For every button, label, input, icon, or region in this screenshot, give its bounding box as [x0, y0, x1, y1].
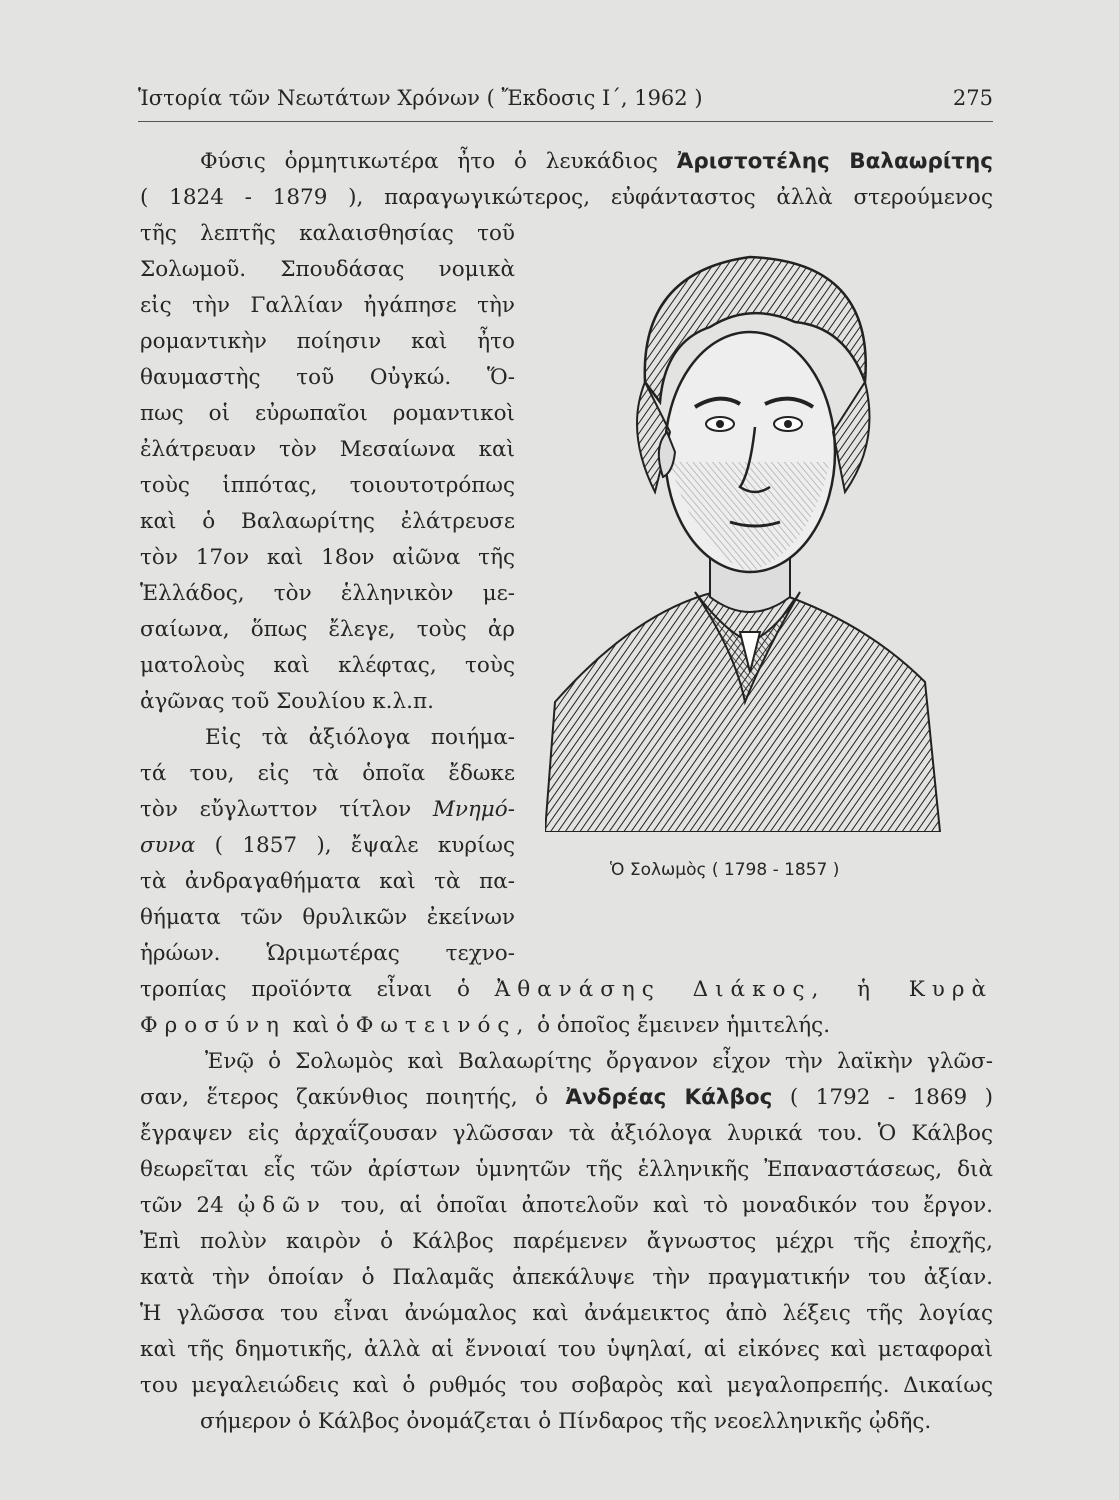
text-line: σήμερον ὁ Κάλβος ὀνομάζεται ὁ Πίνδαρος τῆς νεοελληνικῆς ᾠδῆς. [200, 1409, 932, 1434]
text-line: τροπίας προϊόντα εἶναι ὁ Ἀθανάσης Διάκος, ἡ Κυρὰ [140, 977, 993, 1002]
text-line: του μεγαλειώδεις καὶ ὁ ρυθμός του σοβαρὸς καὶ μεγαλοπρεπής. Δικαίως [140, 1373, 993, 1398]
text-line: Ἐπὶ πολὺν καιρὸν ὁ Κάλβος παρέμενεν ἄγνωστος μέχρι τῆς ἐποχῆς, [140, 1229, 993, 1254]
header-rule [138, 121, 993, 122]
text-line: ἐλάτρευαν τὸν Μεσαίωνα καὶ [140, 437, 515, 462]
text-line: τοὺς ἱππότας, τοιουτοτρόπως [140, 473, 515, 498]
running-header [138, 86, 993, 116]
text-line: σαίωνα, ὅπως ἔλεγε, τοὺς ἀρ [140, 617, 515, 642]
text-line: τὰ ἀνδραγαθήματα καὶ τὰ πα- [140, 869, 515, 894]
text-line: θήματα τῶν θρυλικῶν ἐκείνων [140, 905, 515, 930]
text-line: θεωρεῖται εἷς τῶν ἀρίστων ὑμνητῶν τῆς ἑλληνικῆς Ἐπαναστάσεως, διὰ [140, 1157, 993, 1182]
text-line: καὶ ὁ Βαλαωρίτης ἐλάτρευσε [140, 509, 515, 534]
text-line: Εἰς τὰ ἀξιόλογα ποιήμα- [205, 725, 515, 750]
text-line: τῆς λεπτῆς καλαισθησίας τοῦ [140, 221, 515, 246]
text-line: Φύσις ὁρμητικωτέρα ἦτο ὁ λευκάδιος Ἀριστοτέλης Βαλαωρίτης [200, 149, 993, 174]
text-line: ἔγραψεν εἰς ἀρχαΐζουσαν γλῶσσαν τὰ ἀξιόλογα λυρικά του. Ὁ Κάλβος [140, 1121, 993, 1146]
text-line: εἰς τὴν Γαλλίαν ἠγάπησε τὴν [140, 293, 515, 318]
text-line: Ἑλλάδος, τὸν ἑλληνικὸν με- [140, 581, 515, 606]
text-line: Φροσύνη καὶ ὁ Φωτεινός, ὁ ὁποῖος ἔμεινεν ἡμιτελής. [140, 1013, 831, 1038]
text-line: θαυμαστὴς τοῦ Οὐγκώ. Ὅ- [140, 365, 515, 390]
text-line: τῶν 24 ᾠδῶν του, αἱ ὁποῖαι ἀποτελοῦν καὶ τὸ μοναδικόν του ἔργον. [140, 1193, 993, 1218]
text-line: ἀγῶνας τοῦ Σουλίου κ.λ.π. [140, 689, 434, 714]
text-line: σαν, ἕτερος ζακύνθιος ποιητής, ὁ Ἀνδρέας Κάλβος ( 1792 - 1869 ) [140, 1085, 993, 1110]
text-line: πως οἱ εὐρωπαῖοι ρομαντικοὶ [140, 401, 515, 426]
text-line: Σολωμοῦ. Σπουδάσας νομικὰ [140, 257, 515, 282]
text-line: τά του, εἰς τὰ ὁποῖα ἔδωκε [140, 761, 515, 786]
text-line: τὸν εὔγλωττον τίτλον Μνημό- [140, 797, 515, 822]
text-line: καὶ τῆς δημοτικῆς, ἀλλὰ αἱ ἔννοιαί του ὑψηλαί, αἱ εἰκόνες καὶ μεταφοραὶ [140, 1337, 993, 1362]
text-line: Ἐνῷ ὁ Σολωμὸς καὶ Βαλαωρίτης ὄργανον εἶχον τὴν λαϊκὴν γλῶσ- [205, 1049, 993, 1074]
figure-caption: Ὁ Σολωμὸς ( 1798 - 1857 ) [610, 860, 840, 880]
text-line: τὸν 17ον καὶ 18ον αἰῶνα τῆς [140, 545, 515, 570]
text-line: Ἡ γλῶσσα του εἶναι ἀνώμαλος καὶ ἀνάμεικτος ἀπὸ λέξεις τῆς λογίας [140, 1301, 993, 1326]
text-line: ἡρώων. Ὡριμωτέρας τεχνο- [140, 941, 515, 966]
text-line: ρομαντικὴν ποίησιν καὶ ἦτο [140, 329, 515, 354]
text-line: ( 1824 - 1879 ), παραγωγικώτερος, εὐφάνταστος ἀλλὰ στερούμενος [140, 185, 993, 210]
text-line: κατὰ τὴν ὁποίαν ὁ Παλαμᾶς ἀπεκάλυψε τὴν πραγματικήν του ἀξίαν. [140, 1265, 993, 1290]
text-line: ματολοὺς καὶ κλέφτας, τοὺς [140, 653, 515, 678]
header-title: Ἱστορία τῶν Νεωτάτων Χρόνων ( Ἔκδοσις Ι΄, 1962 ) [138, 86, 703, 110]
portrait-engraving-icon [545, 232, 945, 832]
text-line: συνα ( 1857 ), ἔψαλε κυρίως [140, 833, 515, 858]
page-number: 275 [952, 86, 993, 110]
